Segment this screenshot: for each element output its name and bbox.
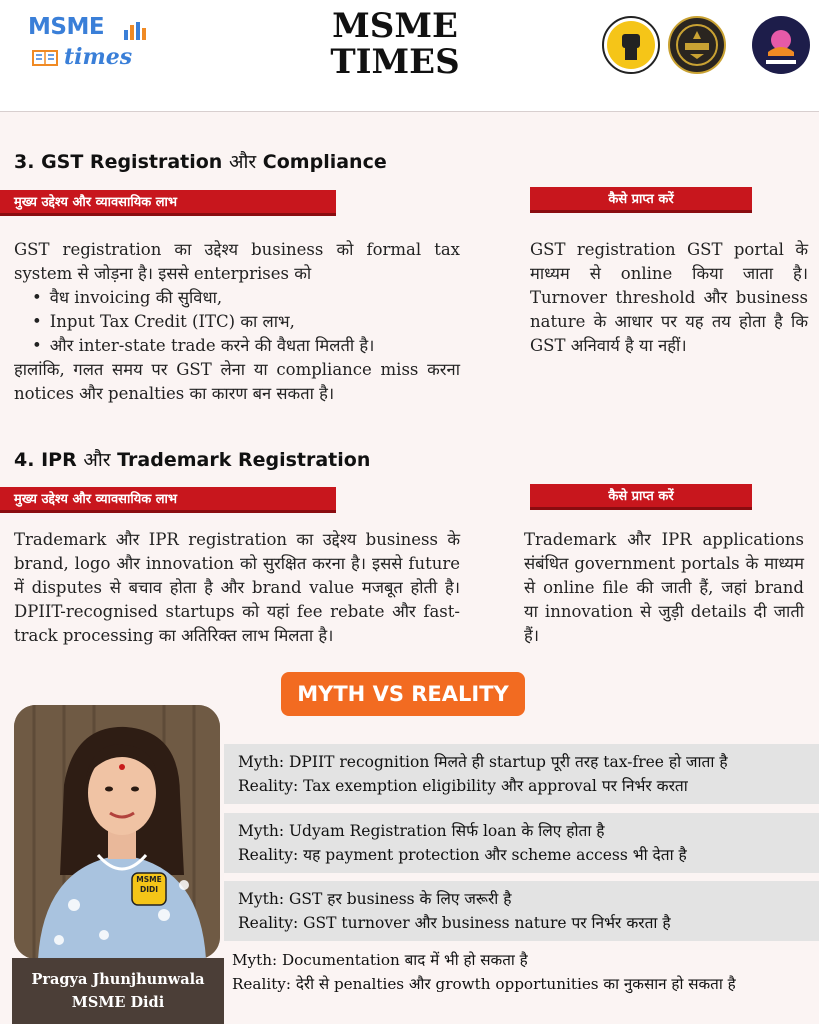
myth-card-4 bbox=[228, 942, 819, 1002]
author-portrait bbox=[14, 705, 220, 959]
section-3-right-text: GST registration GST portal के माध्यम से online किया जाता है। Turnover threshold और business nature के आधार पर यह तय होता है कि GST अनिवार्य है या नहीं। bbox=[530, 240, 808, 355]
section-3-right-heading: कैसे प्राप्त करें bbox=[530, 187, 752, 213]
section-3-title: 3. GST Registration और Compliance bbox=[14, 151, 387, 173]
masthead-title bbox=[300, 8, 490, 80]
myth-text: Myth: Udyam Registration सिर्फ loan के लिए होता है bbox=[238, 822, 605, 840]
section-4-right-text: Trademark और IPR applications संबंधित government portals के माध्यम से online file की जाती हैं, जहां brand या innovation से जुड़ी details दी जाती हैं। bbox=[524, 530, 804, 645]
section-3-bullets bbox=[14, 286, 460, 358]
reality-text: Reality: देरी से penalties और growth opportunities का नुकसान हो सकता है bbox=[232, 975, 736, 993]
section-4-right-heading: कैसे प्राप्त करें bbox=[530, 484, 752, 510]
myth-vs-reality-banner: MYTH VS REALITY bbox=[281, 672, 525, 716]
mantras-emblem-icon bbox=[752, 16, 810, 74]
myth-text: Myth: GST हर business के लिए जरूरी है bbox=[238, 890, 512, 908]
masthead-line2: TIMES bbox=[330, 42, 460, 82]
section-4-title: 4. IPR और Trademark Registration bbox=[14, 449, 371, 471]
fist-badge-logo[interactable] bbox=[602, 16, 660, 74]
fist-icon bbox=[604, 18, 658, 72]
section-4-left-text: Trademark और IPR registration का उद्देश्य business के brand, logo और innovation को सुरक्षित करना है। इससे future में disputes से बचाव होता है और brand value मजबूत होती है। DPIIT-recognised startups को यहां fee rebate और fast-track processing का अतिरिक्त लाभ मिलता है। bbox=[14, 530, 460, 645]
newspaper-icon bbox=[32, 50, 58, 66]
section-3-intro: GST registration का उद्देश्य business को formal tax system से जोड़ना है। इससे enterprises को bbox=[14, 240, 460, 283]
myth-card-1 bbox=[224, 744, 819, 804]
author-name: Pragya Jhunjhunwala bbox=[31, 971, 205, 988]
mantras-logo[interactable] bbox=[752, 16, 810, 74]
section-3-outro: हालांकि, गलत समय पर GST लेना या compliance miss करना notices और penalties का कारण बन सकता है। bbox=[14, 360, 460, 403]
reality-text: Reality: Tax exemption eligibility और approval पर निर्भर करता bbox=[238, 777, 688, 795]
author-nameplate bbox=[12, 958, 224, 1024]
skyline-icon bbox=[124, 20, 146, 40]
author-portrait-icon bbox=[14, 705, 220, 959]
section-3-left-text bbox=[14, 238, 460, 406]
section-4-left-heading: मुख्य उद्देश्य और व्यावसायिक लाभ bbox=[0, 487, 336, 513]
masthead-line1: MSME bbox=[332, 6, 458, 46]
section-3-left-heading: मुख्य उद्देश्य और व्यावसायिक लाभ bbox=[0, 190, 336, 216]
masa-emblem-icon bbox=[670, 18, 724, 72]
list-item: • वैध invoicing की सुविधा, bbox=[32, 286, 460, 310]
myth-card-3 bbox=[224, 881, 819, 941]
msme-times-logo[interactable] bbox=[28, 14, 148, 70]
logo-msme-text: MSME bbox=[28, 14, 105, 40]
myth-text: Myth: DPIIT recognition मिलते ही startup पूरी तरह tax-free हो जाता है bbox=[238, 753, 728, 771]
myth-card-2 bbox=[224, 813, 819, 873]
myth-text: Myth: Documentation बाद में भी हो सकता है bbox=[232, 951, 528, 969]
reality-text: Reality: यह payment protection और scheme access भी देता है bbox=[238, 846, 687, 864]
list-item: • Input Tax Credit (ITC) का लाभ, bbox=[32, 310, 460, 334]
page-header bbox=[0, 0, 819, 112]
masa-logo[interactable] bbox=[668, 16, 726, 74]
logo-times-text: times bbox=[64, 44, 133, 70]
reality-text: Reality: GST turnover और business nature पर निर्भर करता है bbox=[238, 914, 671, 932]
msme-didi-badge: MSME DIDI bbox=[136, 875, 162, 894]
list-item: • और inter-state trade करने की वैधता मिलती है। bbox=[32, 334, 460, 358]
author-role: MSME Didi bbox=[71, 994, 165, 1011]
